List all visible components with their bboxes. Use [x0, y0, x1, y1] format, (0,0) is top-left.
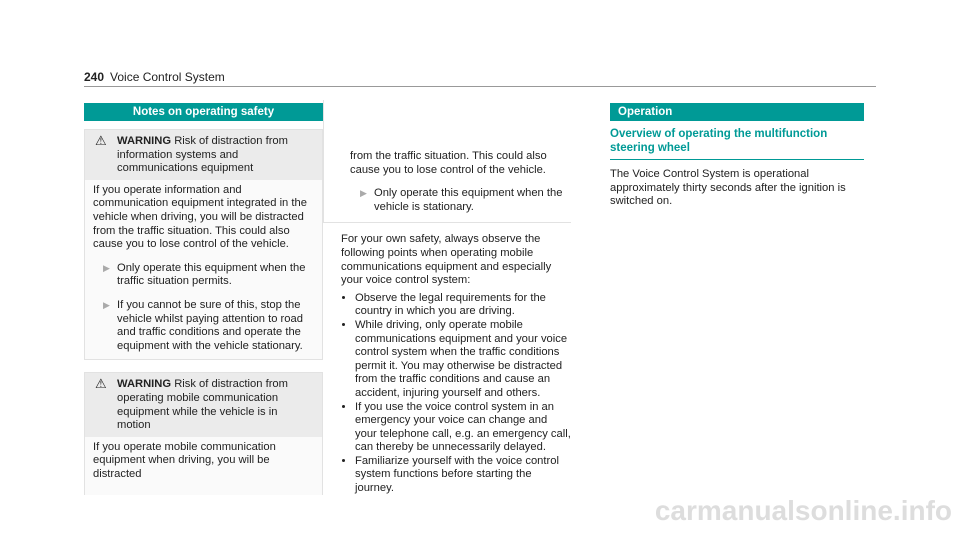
intro-paragraph: For your own safety, always observe the following points when operating mobile communications equipment and especially your voice control system: [341, 233, 552, 287]
warning-triangle-icon: ⚠ [95, 376, 107, 392]
step-text: Only operate this equipment when the vehicle is stationary. [374, 187, 563, 213]
arrow-icon: ▶ [103, 262, 110, 273]
warning-body: If you operate mobile communication equipment when driving, you will be distracted [85, 437, 322, 496]
warning-title: Risk of distraction from operating mobile communication equipment while the vehicle is in motion [117, 378, 288, 432]
step-item [350, 187, 571, 214]
column-1 [84, 103, 323, 495]
warning-body: If you operate information and communication equipment integrated in the vehicle when driving, you will be distracted from the traffic situation. This could also cause you to lose control of the vehicle. [93, 183, 307, 251]
warning-continued: from the traffic situation. This could also cause you to lose control of the vehicle. [350, 150, 547, 176]
warning-triangle-icon: ⚠ [95, 133, 107, 148]
warning-label: WARNING [117, 378, 172, 391]
section-title-operation: Operation [610, 103, 864, 121]
bullet-item: • If you use the voice control system in an emergency your voice can change and your telephone call, e.g. an emergency call, can thereby be unnecessarily delayed. [355, 401, 571, 455]
subheading: Overview of operating the multifunction steering wheel [610, 127, 864, 160]
warning-box-1 [84, 129, 323, 360]
bullet-item: • Familiarize yourself with the voice control system functions before starting the journey. [355, 455, 571, 496]
step-text: If you cannot be sure of this, stop the vehicle whilst paying attention to road and traffic conditions and operate the equipment with the vehicle stationary. [117, 298, 303, 352]
column-3 [610, 103, 864, 209]
step-item [93, 299, 314, 353]
bullet-item: • Observe the legal requirements for the country in which you are driving. [355, 292, 571, 319]
watermark: carmanualsonline.info [654, 495, 952, 526]
warning-box-2 [84, 372, 323, 495]
bullet-list [341, 292, 571, 496]
step-text: Only operate this equipment when the traffic situation permits. [117, 261, 306, 288]
body-paragraph: The Voice Control System is operational approximately thirty seconds after the ignition is switched on. [610, 168, 846, 208]
page-number: 240 [84, 70, 105, 84]
header-rule [84, 86, 876, 87]
page-header [84, 70, 225, 84]
warning-title: Risk of distraction from information systems and communications equipment [117, 135, 288, 175]
arrow-icon: ▶ [103, 299, 110, 310]
warning-label: WARNING [117, 135, 172, 147]
chapter-title: Voice Control System [110, 70, 225, 84]
section-title-safety: Notes on operating safety [84, 103, 323, 121]
bullet-item: • While driving, only operate mobile communications equipment and your voice control system when the traffic conditions permit it. You may otherwise be distracted from the traffic conditions and cause an accident, injuring yourself and others. [355, 319, 571, 401]
arrow-icon: ▶ [360, 188, 367, 199]
step-item [93, 262, 314, 289]
column-2 [341, 150, 571, 496]
